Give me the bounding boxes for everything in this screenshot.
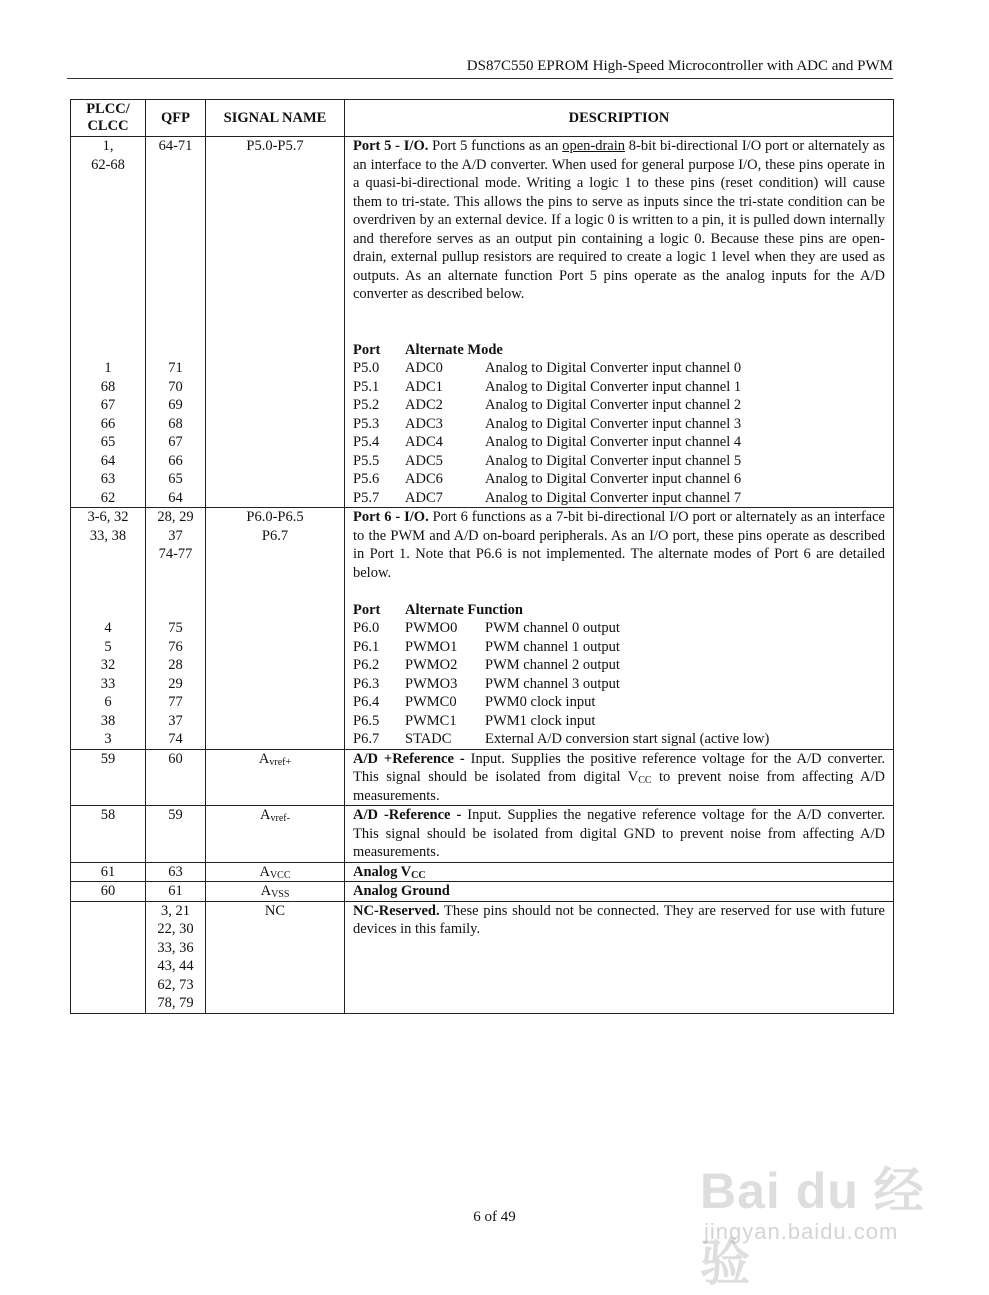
avref-minus-signal-sub: vref- (270, 813, 290, 824)
port6-title: Port 6 - I/O. (353, 509, 429, 525)
avss-description (345, 882, 894, 902)
mode-port: P5.4 (353, 434, 380, 450)
port5-title: Port 5 - I/O. (353, 138, 429, 154)
avref-plus-text-sub: CC (638, 775, 652, 786)
mode-port: P6.4 (353, 694, 380, 710)
port5-mode-qfp: 65 (168, 471, 183, 487)
mode-description: Analog to Digital Converter input channel 0 (485, 360, 742, 376)
header-rule (67, 78, 893, 79)
port6-qfp-value: 28, 29 (157, 509, 194, 525)
avref-plus-plcc: 59 (71, 749, 146, 806)
port5-mode-header-port: Port (353, 341, 381, 358)
port6-mode-row (353, 638, 885, 657)
mode-code: PWMO0 (405, 620, 458, 636)
mode-code: PWMO3 (405, 675, 458, 692)
port5-mode-header (353, 341, 885, 360)
mode-description: External A/D conversion start signal (active low) (485, 731, 770, 747)
column-header-signal: SIGNAL NAME (206, 100, 345, 137)
mode-code: ADC3 (405, 415, 443, 432)
watermark-logo: Bai du 经验 (700, 1163, 925, 1291)
port6-mode-row (353, 675, 885, 694)
port5-mode-row (353, 452, 885, 471)
avref-plus-text-a: Input. Supplies the positive reference voltage for the A/D converter. This signal should be isolated from digital V (353, 750, 886, 785)
port6-signal-name: P6.0-P6.5 (246, 509, 304, 525)
port5-signal-cell (206, 137, 345, 508)
baidu-watermark (690, 1135, 940, 1291)
mode-code: ADC4 (405, 434, 443, 450)
avcc-signal-main: A (259, 863, 270, 880)
mode-code: ADC7 (405, 489, 443, 506)
table-header-row (71, 100, 894, 137)
mode-code: ADC6 (405, 471, 443, 487)
nc-qfp-value: 78, 79 (157, 995, 194, 1011)
mode-port: P5.6 (353, 471, 380, 487)
table-row-port6 (71, 508, 894, 750)
mode-description: PWM0 clock input (485, 694, 596, 710)
mode-code: PWMC1 (405, 712, 457, 729)
port5-mode-plcc: 64 (100, 452, 116, 469)
mode-port: P6.7 (353, 731, 380, 747)
mode-description: Analog to Digital Converter input channel 5 (485, 452, 742, 469)
avref-minus-plcc: 58 (71, 806, 146, 863)
table-row-nc (71, 901, 894, 1013)
port6-mode-qfp: 75 (168, 620, 183, 636)
port6-mode-plcc: 38 (100, 712, 116, 729)
column-header-plcc: PLCC/ CLCC (71, 100, 146, 137)
port5-text-a: Port 5 functions as an (428, 138, 563, 154)
mode-description: PWM channel 0 output (485, 620, 620, 636)
port6-mode-qfp: 29 (168, 675, 183, 692)
mode-description: PWM1 clock input (485, 712, 596, 729)
port6-mode-plcc: 5 (104, 638, 112, 655)
port5-mode-header-label: Alternate Mode (405, 341, 503, 358)
mode-port: P6.3 (353, 675, 380, 692)
port5-mode-qfp: 70 (168, 378, 183, 395)
port6-signal-cell (206, 508, 345, 750)
port5-mode-row (353, 489, 885, 508)
port6-text: Port 6 functions as a 7-bit bi-directional I/O port or alternately as an interface to the PWM and A/D on-board peripherals. As an I/O port, these pins operate as described in Port 1. Note that P6.6 is not implemented. The alternate modes of Port 6 are detailed below. (353, 509, 885, 581)
port6-qfp-value: 74-77 (158, 546, 193, 562)
port6-mode-plcc: 32 (100, 657, 116, 673)
page-number: 6 of 49 (473, 1209, 516, 1225)
mode-description: PWM channel 3 output (485, 675, 620, 692)
avref-minus-signal-main: A (260, 807, 271, 823)
avref-minus-title: A/D -Reference - (353, 807, 462, 823)
port5-mode-qfp: 64 (168, 489, 183, 506)
port5-qfp-value: 64-71 (158, 138, 193, 154)
port5-mode-plcc: 65 (100, 434, 116, 450)
nc-qfp-cell (146, 901, 206, 1013)
port5-mode-qfp: 71 (168, 360, 183, 376)
port6-mode-row (353, 712, 885, 731)
nc-qfp-value: 62, 73 (157, 976, 194, 993)
table-row-port5 (71, 137, 894, 508)
port5-mode-qfp: 68 (168, 415, 183, 432)
avcc-signal-sub: VCC (269, 869, 291, 881)
avss-signal (206, 882, 345, 902)
port6-mode-qfp: 77 (168, 694, 183, 710)
mode-port: P6.5 (353, 712, 380, 729)
table-row-avref-plus (71, 749, 894, 806)
port5-plcc-value: 62-68 (91, 156, 125, 173)
avcc-plcc: 61 (71, 862, 146, 882)
document-header: DS87C550 EPROM High-Speed Microcontroller with ADC and PWM (466, 58, 893, 74)
table-row-avref-minus (71, 806, 894, 863)
port6-mode-header (353, 601, 885, 620)
pin-description-table (70, 99, 894, 1014)
port5-mode-qfp: 66 (168, 452, 183, 469)
avss-signal-main: A (260, 883, 272, 899)
avcc-title-main: Analog V (353, 863, 412, 880)
port6-mode-row (353, 619, 885, 638)
port6-mode-qfp: 37 (168, 712, 183, 729)
nc-description (345, 901, 894, 1013)
mode-port: P6.2 (353, 657, 380, 673)
mode-code: ADC1 (405, 378, 443, 395)
avref-plus-signal-sub: vref+ (269, 756, 292, 768)
port6-description-cell (345, 508, 894, 750)
port5-mode-row (353, 396, 885, 415)
nc-qfp-value: 22, 30 (157, 921, 194, 937)
port6-qfp-cell (146, 508, 206, 750)
port5-mode-plcc: 68 (100, 378, 116, 395)
table-row-avcc (71, 862, 894, 882)
port5-mode-plcc: 1 (104, 360, 112, 376)
mode-code: PWMC0 (405, 694, 457, 710)
mode-port: P5.0 (353, 360, 380, 376)
mode-description: Analog to Digital Converter input channel 1 (485, 378, 742, 395)
avref-minus-description (345, 806, 894, 863)
mode-port: P5.7 (353, 489, 380, 506)
port6-plcc-value: 33, 38 (89, 527, 127, 544)
port6-mode-plcc: 4 (104, 620, 112, 636)
mode-description: PWM channel 1 output (485, 638, 620, 655)
port5-text-b: 8-bit bi-directional I/O port or alternately as an interface to the A/D converter. When used for general purpose I/O, these pins operate in a quasi-bi-directional mode. Writing a logic 1 to these pins (reset condition) will cause them to tri-state. This allows the pins to serve as inputs since the tri-state condition can be overdriven by an external device. If a logic 0 is written to a pin, it is pulled down internally and therefore serves as an output pin containing a logic 0. Because these pins are open-drain, external pullup resistors are required to create a logic 1 level when they are used as outputs. As an alternate function Port 5 pins operate as the analog inputs for the A/D converter as described below. (353, 138, 885, 302)
port5-mode-plcc: 63 (100, 471, 116, 487)
watermark-url: jingyan.baidu.com (704, 1219, 899, 1244)
nc-signal: NC (206, 901, 345, 1013)
mode-port: P5.1 (353, 378, 380, 395)
port5-mode-row (353, 415, 885, 434)
mode-description: Analog to Digital Converter input channel 4 (485, 434, 742, 450)
port5-mode-plcc: 62 (100, 489, 116, 506)
avss-qfp: 61 (146, 882, 206, 902)
port5-mode-row (353, 470, 885, 489)
avref-plus-qfp: 60 (146, 749, 206, 806)
port5-plcc-cell (71, 137, 146, 508)
port6-mode-row (353, 693, 885, 712)
mode-port: P5.3 (353, 415, 380, 432)
port5-plcc-value: 1, (102, 138, 114, 154)
column-header-qfp: QFP (146, 100, 206, 137)
mode-code: STADC (405, 731, 452, 747)
mode-description: PWM channel 2 output (485, 657, 620, 673)
mode-description: Analog to Digital Converter input channel 6 (485, 471, 742, 487)
avss-plcc: 60 (71, 882, 146, 902)
mode-port: P5.2 (353, 397, 380, 413)
port6-mode-plcc: 33 (100, 675, 116, 692)
avref-plus-text-b: to prevent noise from affecting A/D measurements. (353, 769, 885, 804)
mode-description: Analog to Digital Converter input channel 3 (485, 415, 742, 432)
port6-plcc-cell (71, 508, 146, 750)
mode-port: P5.5 (353, 452, 380, 469)
port6-mode-qfp: 74 (168, 731, 183, 747)
port5-mode-row (353, 433, 885, 452)
avref-plus-title: A/D +Reference - (353, 750, 465, 767)
avref-plus-description (345, 749, 894, 806)
port6-mode-qfp: 28 (168, 657, 183, 673)
port5-mode-qfp: 69 (168, 397, 183, 413)
column-header-description: DESCRIPTION (345, 100, 894, 137)
avref-minus-signal (206, 806, 345, 863)
avss-signal-sub: VSS (271, 889, 290, 900)
mode-code: ADC5 (405, 452, 443, 469)
port6-mode-plcc: 6 (104, 694, 112, 710)
mode-port: P6.0 (353, 620, 380, 636)
nc-qfp-value: 43, 44 (157, 958, 194, 974)
port5-mode-qfp: 67 (168, 434, 183, 450)
avcc-title-sub: CC (411, 869, 426, 881)
port6-plcc-value: 3-6, 32 (87, 509, 129, 525)
avcc-title (353, 864, 426, 880)
avref-plus-signal (206, 749, 345, 806)
mode-port: P6.1 (353, 638, 380, 655)
nc-qfp-value: 33, 36 (157, 939, 194, 956)
mode-code: PWMO2 (405, 657, 458, 673)
nc-qfp-value: 3, 21 (161, 902, 190, 919)
port6-mode-plcc: 3 (104, 731, 112, 747)
port6-mode-header-label: Alternate Function (405, 601, 523, 618)
table-row-avss (71, 882, 894, 902)
mode-code: PWMO1 (405, 638, 458, 655)
port5-mode-plcc: 66 (100, 415, 116, 432)
avss-title: Analog Ground (353, 883, 450, 899)
avref-minus-qfp: 59 (146, 806, 206, 863)
mode-description: Analog to Digital Converter input channel 7 (485, 489, 742, 506)
nc-title: NC-Reserved. (353, 902, 440, 919)
port5-mode-row (353, 359, 885, 378)
port6-signal-name: P6.7 (261, 527, 289, 544)
avcc-description (345, 862, 894, 882)
mode-description: Analog to Digital Converter input channel 2 (485, 397, 742, 413)
nc-plcc (71, 901, 146, 1013)
port6-mode-row (353, 730, 885, 749)
port6-mode-header-port: Port (353, 601, 381, 618)
nc-text: These pins should not be connected. They are reserved for use with future devices in this family. (353, 902, 885, 937)
port5-qfp-cell (146, 137, 206, 508)
port5-mode-plcc: 67 (100, 397, 116, 413)
mode-code: ADC2 (405, 397, 443, 413)
port5-mode-row (353, 378, 885, 397)
port6-mode-row (353, 656, 885, 675)
port5-signal-name: P5.0-P5.7 (246, 138, 304, 154)
avcc-qfp: 63 (146, 862, 206, 882)
avcc-signal (206, 862, 345, 882)
avref-plus-signal-main: A (258, 750, 270, 767)
port6-mode-qfp: 76 (168, 638, 183, 655)
avref-minus-text: Input. Supplies the negative reference voltage for the A/D converter. This signal should be isolated from digital GND to prevent noise from affecting A/D measurements. (353, 807, 885, 860)
port6-qfp-value: 37 (168, 527, 183, 544)
mode-code: ADC0 (405, 360, 443, 376)
port5-description-cell (345, 137, 894, 508)
open-drain-term: open-drain (562, 138, 626, 154)
